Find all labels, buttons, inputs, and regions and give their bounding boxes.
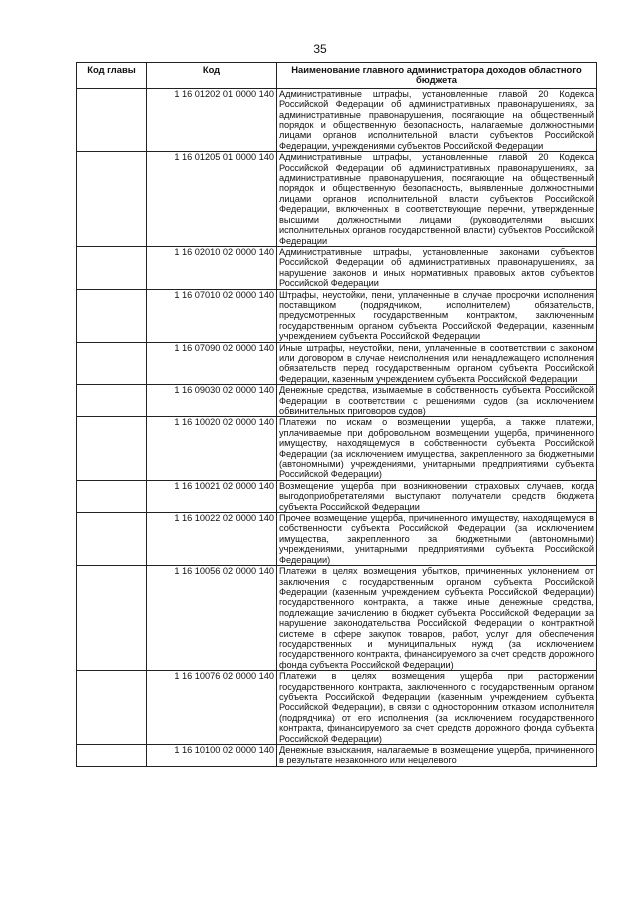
- chapter-code-cell: [77, 289, 147, 342]
- header-code: Код: [147, 63, 277, 89]
- revenue-code-cell: 1 16 01205 01 0000 140: [147, 152, 277, 247]
- description-cell: Платежи в целях возмещения убытков, причиненных уклонением от заключения с государственным органом субъекта Российской Федерации (казенным учреждением субъекта Российской Федерации) государственного контракта, а также иные денежные средства, подлежащие зачислению в бюджет субъекта Российской Федерации за нарушение законодательства Российской Федерации о контрактной системе в сфере закупок товаров, работ, услуг для обеспечения государственных и муниципальных нужд (за исключением государственного контракта, финансируемого за счет средств дорожного фонда субъекта Российской Федерации): [277, 566, 597, 671]
- table-row: [77, 246, 597, 289]
- table-row: [77, 152, 597, 247]
- description-cell: Административные штрафы, установленные законами субъектов Российской Федерации об административных правонарушениях, за нарушение законов и иных нормативных правовых актов субъектов Российской Федерации: [277, 246, 597, 289]
- description-cell: Платежи по искам о возмещении ущерба, а также платежи, уплачиваемые при добровольном возмещении ущерба, причиненного имуществу, находящемуся в собственности субъекта Российской Федерации (за исключением имущества, закрепленного за бюджетными (автономными) учреждениями, унитарными предприятиями субъекта Российской Федерации): [277, 417, 597, 480]
- table-row: [77, 566, 597, 671]
- chapter-code-cell: [77, 88, 147, 151]
- revenue-code-cell: 1 16 10022 02 0000 140: [147, 513, 277, 566]
- chapter-code-cell: [77, 671, 147, 745]
- chapter-code-cell: [77, 246, 147, 289]
- description-cell: Штрафы, неустойки, пени, уплаченные в случае просрочки исполнения поставщиком (подрядчиком, исполнителем) обязательств, предусмотренных государственным контрактом, заключенным государственным органом субъекта Российской Федерации, казенным учреждением субъекта Российской Федерации: [277, 289, 597, 342]
- description-cell: Административные штрафы, установленные главой 20 Кодекса Российской Федерации об административных правонарушениях, за административные правонарушения, посягающие на общественный порядок и общественную безопасность, налагаемые должностными лицами органов исполнительной власти субъектов Российской Федерации, учреждениями субъектов Российской Федерации: [277, 88, 597, 151]
- header-administrator-name: Наименование главного администратора доходов областного бюджета: [277, 63, 597, 89]
- chapter-code-cell: [77, 513, 147, 566]
- revenue-code-cell: 1 16 07090 02 0000 140: [147, 342, 277, 385]
- chapter-code-cell: [77, 566, 147, 671]
- chapter-code-cell: [77, 417, 147, 480]
- description-cell: Платежи в целях возмещения ущерба при расторжении государственного контракта, заключенного с государственным органом субъекта Российской Федерации (казенным учреждением субъекта Российской Федерации), в связи с односторонним отказом исполнителя (подрядчика) от его исполнения (за исключением государственного контракта, финансируемого за счет средств дорожного фонда субъекта Российской Федерации): [277, 671, 597, 745]
- revenue-code-cell: 1 16 07010 02 0000 140: [147, 289, 277, 342]
- table-row: [77, 417, 597, 480]
- revenue-code-cell: 1 16 01202 01 0000 140: [147, 88, 277, 151]
- description-cell: Денежные средства, изымаемые в собственность субъекта Российской Федерации в соответствии с решениями судов (за исключением обвинительных приговоров судов): [277, 385, 597, 417]
- revenue-administrators-table: [76, 62, 597, 767]
- table-row: [77, 342, 597, 385]
- description-cell: Прочее возмещение ущерба, причиненного имуществу, находящемуся в собственности субъекта Российской Федерации (за исключением имущества, закрепленного за бюджетными (автономными) учреждениями, унитарными предприятиями субъекта Российской Федерации): [277, 513, 597, 566]
- revenue-code-cell: 1 16 09030 02 0000 140: [147, 385, 277, 417]
- table-header-row: [77, 63, 597, 89]
- description-cell: Иные штрафы, неустойки, пени, уплаченные в соответствии с законом или договором в случае неисполнения или ненадлежащего исполнения обязательств перед государственным органом субъекта Российской Федерации, казенным учреждением субъекта Российской Федерации: [277, 342, 597, 385]
- table-row: [77, 513, 597, 566]
- chapter-code-cell: [77, 342, 147, 385]
- chapter-code-cell: [77, 385, 147, 417]
- chapter-code-cell: [77, 152, 147, 247]
- description-cell: Возмещение ущерба при возникновении страховых случаев, когда выгодоприобретателями выступают получатели средств бюджета субъекта Российской Федерации: [277, 480, 597, 512]
- revenue-code-cell: 1 16 10100 02 0000 140: [147, 745, 277, 767]
- table-row: [77, 385, 597, 417]
- chapter-code-cell: [77, 480, 147, 512]
- chapter-code-cell: [77, 745, 147, 767]
- revenue-code-cell: 1 16 02010 02 0000 140: [147, 246, 277, 289]
- table-row: [77, 480, 597, 512]
- table-row: [77, 745, 597, 767]
- table-row: [77, 671, 597, 745]
- page-number: 35: [313, 42, 327, 56]
- header-chapter-code: Код главы: [77, 63, 147, 89]
- description-cell: Административные штрафы, установленные главой 20 Кодекса Российской Федерации об административных правонарушениях, за административные правонарушения, посягающие на общественный порядок и общественную безопасность, выявленные должностными лицами органов исполнительной власти субъектов Российской Федерации, включенных в соответствующие перечни, утвержденные высшими должностными лицами (руководителями высших исполнительных органов государственной власти) субъектов Российской Федерации: [277, 152, 597, 247]
- revenue-code-cell: 1 16 10020 02 0000 140: [147, 417, 277, 480]
- revenue-code-cell: 1 16 10021 02 0000 140: [147, 480, 277, 512]
- description-cell: Денежные взыскания, налагаемые в возмещение ущерба, причиненного в результате незаконного или нецелевого: [277, 745, 597, 767]
- table-row: [77, 88, 597, 151]
- revenue-code-cell: 1 16 10056 02 0000 140: [147, 566, 277, 671]
- table-row: [77, 289, 597, 342]
- revenue-code-cell: 1 16 10076 02 0000 140: [147, 671, 277, 745]
